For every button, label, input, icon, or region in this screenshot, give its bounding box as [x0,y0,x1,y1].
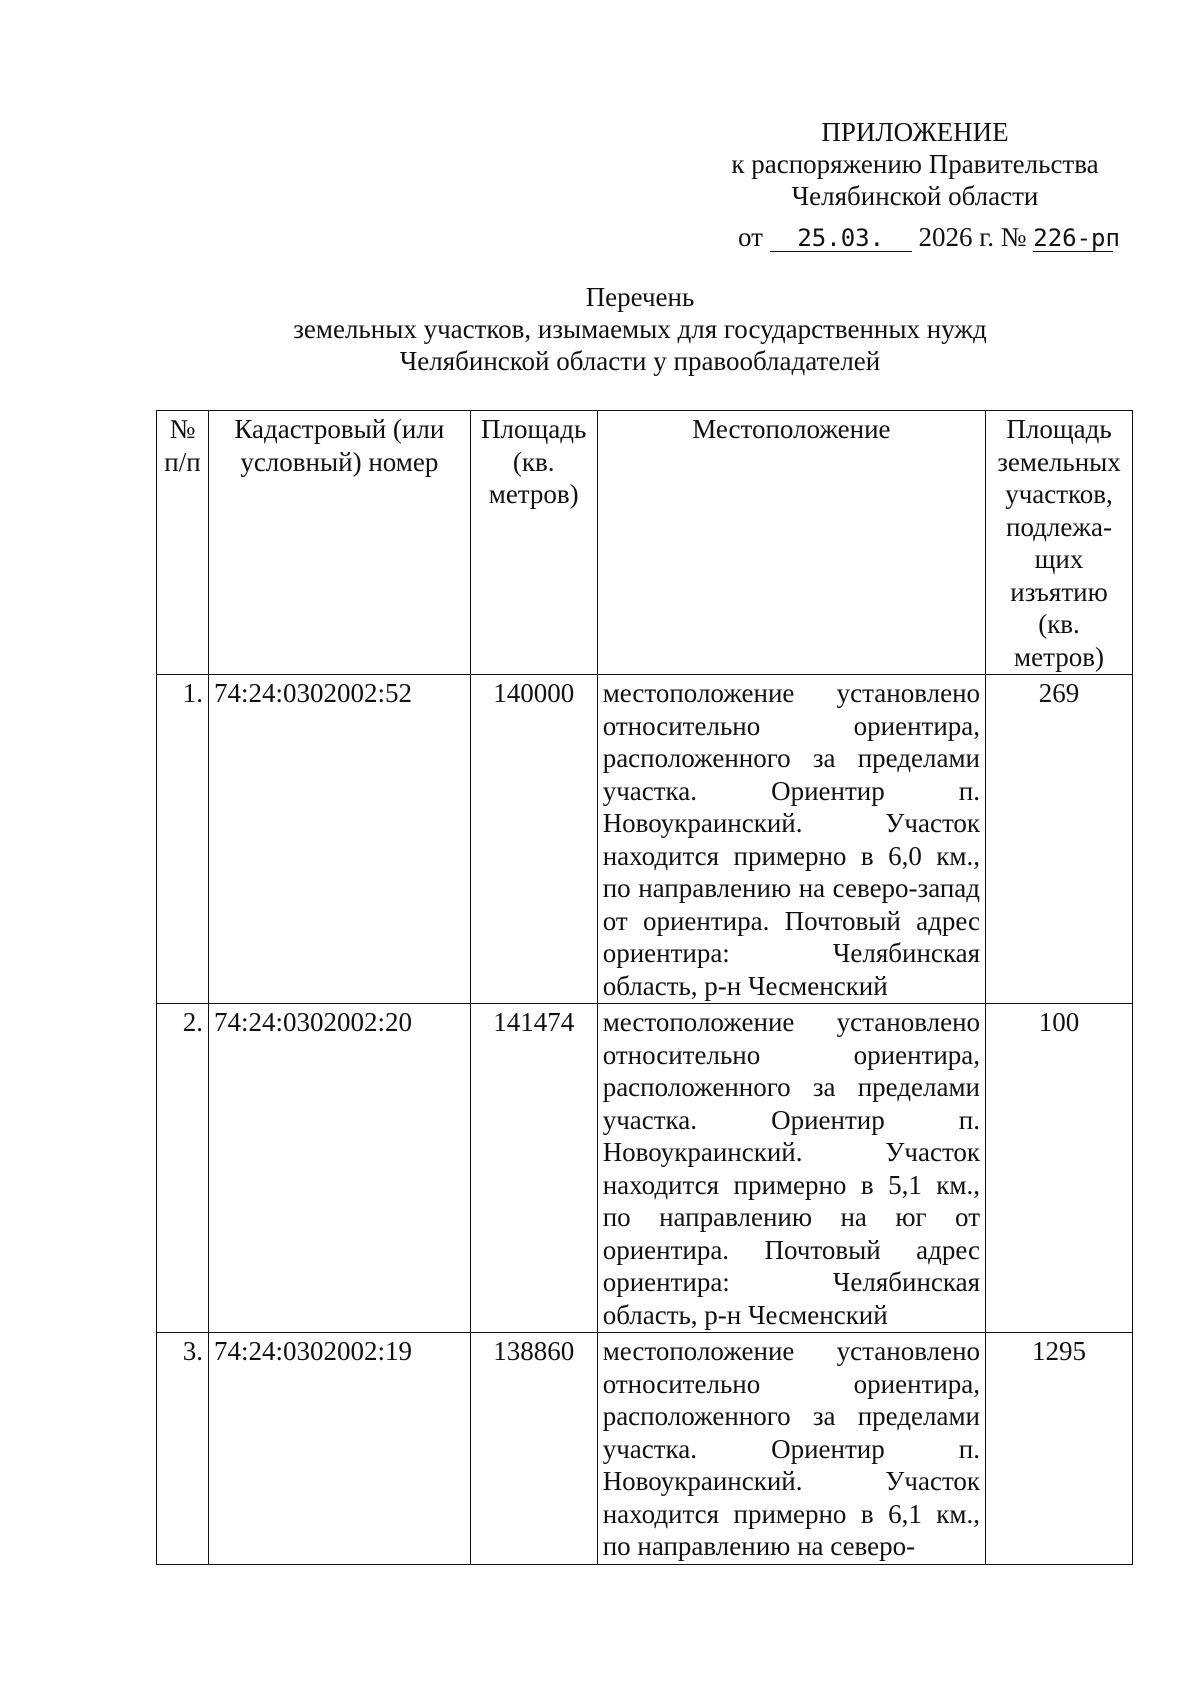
appendix-line-2: к распоряжению Правительства [731,149,1099,179]
order-prefix: от [738,222,763,252]
row-number: 2. [157,1004,209,1333]
row-number: 1. [157,675,209,1004]
heading-line-1: Перечень [585,282,695,312]
table-row [157,675,1133,1004]
order-date: 25.03. [770,225,912,252]
row-cadastral: 74:24:0302002:19 [208,1333,470,1565]
row-area: 141474 [470,1004,597,1333]
header-location: Местоположение [597,411,985,675]
row-seized-area: 100 [986,1004,1133,1333]
header-cadastral: Кадастровый (или условный) номер [208,411,470,675]
heading-line-3: Челябинской области у правообладателей [399,346,881,376]
row-area: 140000 [470,675,597,1004]
land-plots-table [156,410,1133,1565]
header-seized-area: Площадь земельных участков, подлежа-щих изъятию (кв. метров) [986,411,1133,675]
document-heading [160,281,1120,377]
row-seized-area: 269 [986,675,1133,1004]
order-number-value: 226 [1033,224,1077,252]
row-seized-area: 1295 [986,1333,1133,1565]
appendix-header [680,116,1150,212]
heading-line-2: земельных участков, изымаемых для государственных нужд [293,314,987,344]
row-location: местоположение установлено относительно ориентира, расположенного за пределами участка. Ориентир п. Новоукраинский. Участок находится примерно в 6,0 км., по направлению на северо-запад от ориентира. Почтовый адрес ориентира: Челябинская область, р-н Чесменский [597,675,985,1004]
appendix-title: ПРИЛОЖЕНИЕ [821,117,1009,147]
row-area: 138860 [470,1333,597,1565]
row-cadastral: 74:24:0302002:20 [208,1004,470,1333]
order-date-number [738,222,1120,253]
row-location: местоположение установлено относительно ориентира, расположенного за пределами участка. Ориентир п. Новоукраинский. Участок находится примерно в 5,1 км., по направлению на юг от ориентира. Почтовый адрес ориентира: Челябинская область, р-н Чесменский [597,1004,985,1333]
row-cadastral: 74:24:0302002:52 [208,675,470,1004]
order-year: 2026 г. № [918,222,1027,252]
order-number [1033,224,1120,252]
table-row [157,1004,1133,1333]
header-number: № п/п [157,411,209,675]
row-location: местоположение установлено относительно ориентира, расположенного за пределами участка. Ориентир п. Новоукраинский. Участок находится примерно в 6,1 км., по направлению на северо- [597,1333,985,1565]
header-area: Площадь (кв. метров) [470,411,597,675]
row-number: 3. [157,1333,209,1565]
order-number-suffix: -рп [1076,224,1120,252]
table-header-row [157,411,1133,675]
table-row [157,1333,1133,1565]
appendix-line-3: Челябинской области [791,181,1039,211]
